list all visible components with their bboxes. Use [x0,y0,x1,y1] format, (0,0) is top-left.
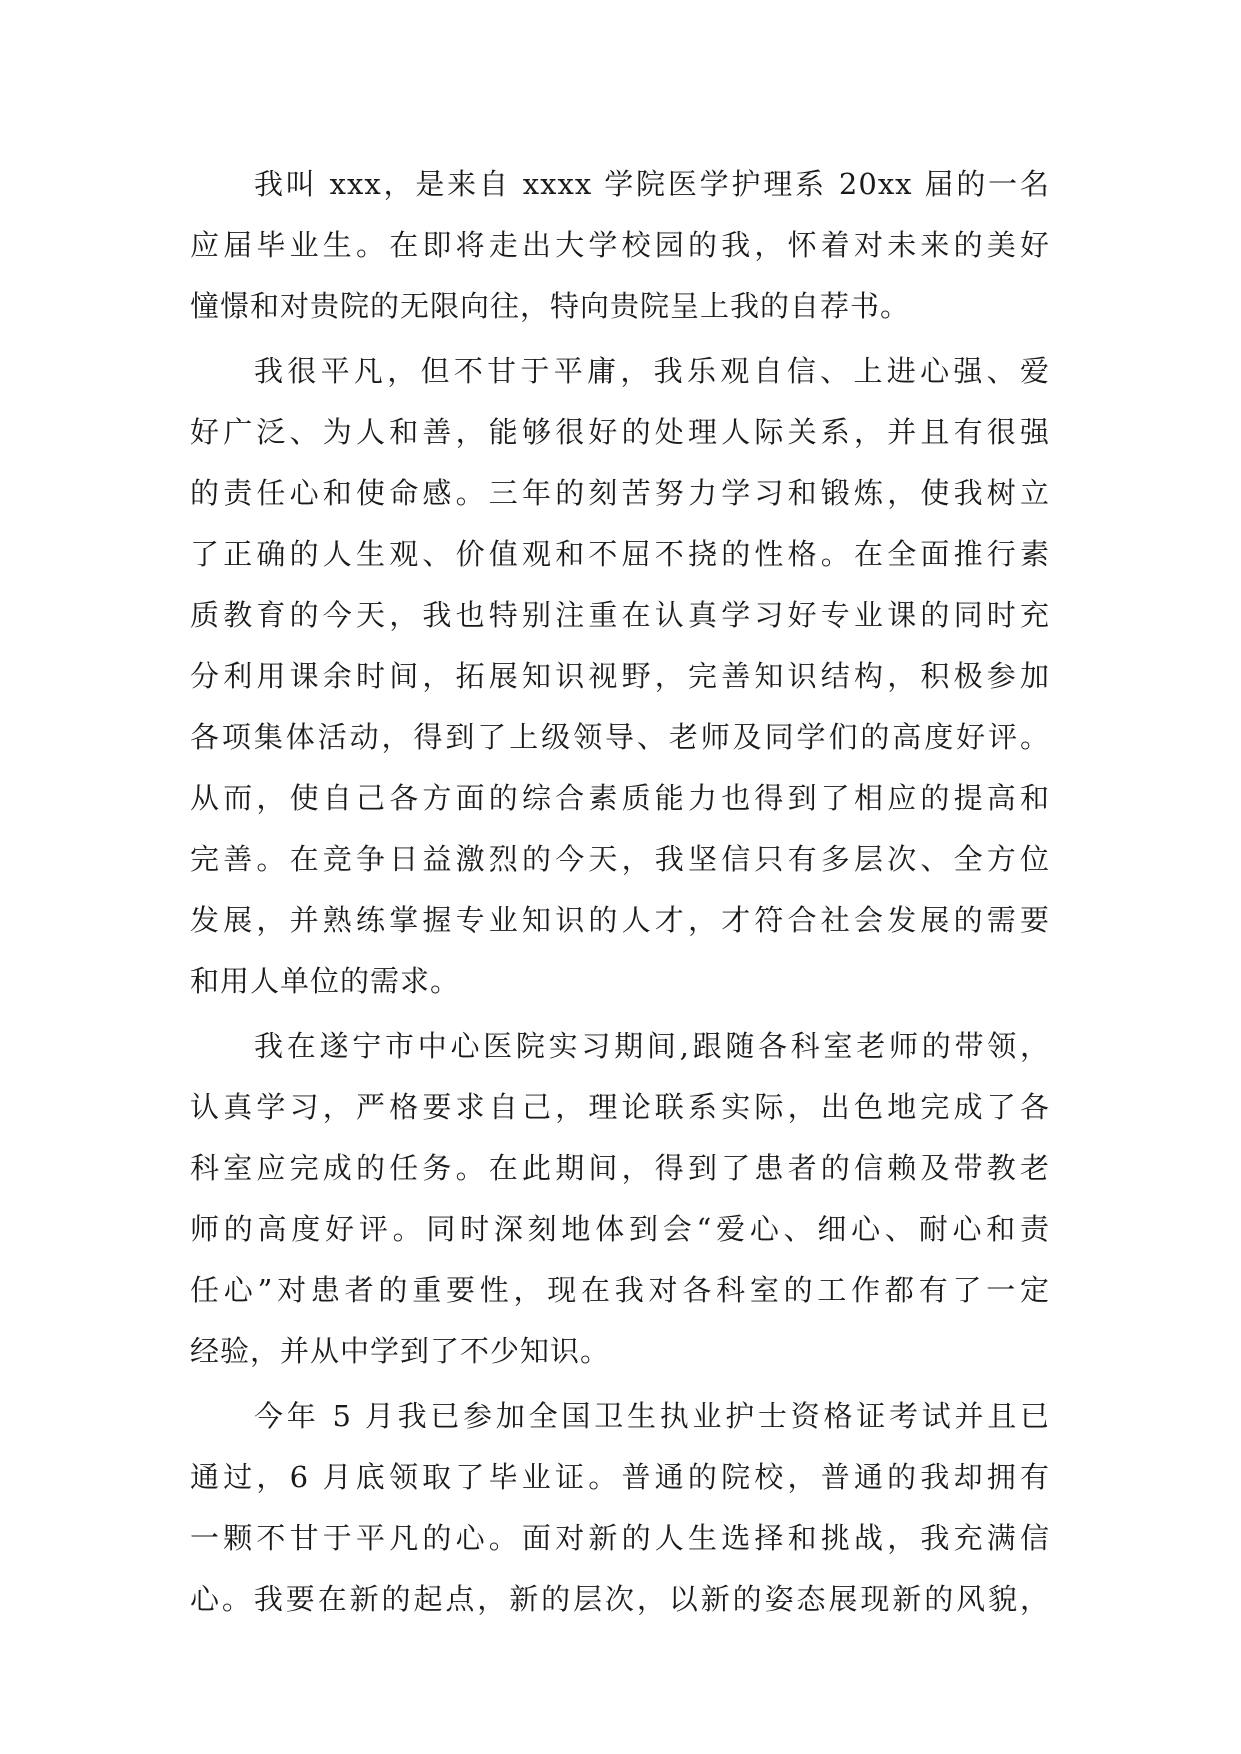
text-line: 一颗不甘于平凡的心。面对新的人生选择和挑战，我充满信 [190,1521,1050,1555]
text-line: 分利用课余时间，拓展知识视野，完善知识结构，积极参加 [190,659,1050,693]
text-line: 应届毕业生。在即将走出大学校园的我，怀着对未来的美好 [190,228,1050,262]
text-line: 通过，6 月底领取了毕业证。普通的院校，普通的我却拥有 [190,1460,1050,1494]
text-line: 了正确的人生观、价值观和不屈不挠的性格。在全面推行素 [190,537,1050,571]
text-line: 质教育的今天，我也特别注重在认真学习好专业课的同时充 [190,598,1050,632]
text-line: 我在遂宁市中心医院实习期间,跟随各科室老师的带领， [254,1029,1050,1063]
text-line: 经验，并从中学到了不少知识。 [190,1334,611,1368]
text-line: 我很平凡，但不甘于平庸，我乐观自信、上进心强、爱 [254,354,1050,388]
paragraph-internship [190,1016,1050,1382]
text-line: 任心”对患者的重要性，现在我对各科室的工作都有了一定 [190,1273,1050,1307]
text-line: 心。我要在新的起点，新的层次，以新的姿态展现新的风貌， [190,1582,1050,1616]
text-line: 今年 5 月我已参加全国卫生执业护士资格证考试并且已 [254,1399,1050,1433]
text-line: 好广泛、为人和善，能够很好的处理人际关系，并且有很强 [190,415,1050,449]
text-line: 发展，并熟练掌握专业知识的人才，才符合社会发展的需要 [190,903,1050,937]
text-line: 从而，使自己各方面的综合素质能力也得到了相应的提高和 [190,781,1050,815]
text-line: 憧憬和对贵院的无限向往，特向贵院呈上我的自荐书。 [190,289,911,323]
text-line: 认真学习，严格要求自己，理论联系实际，出色地完成了各 [190,1090,1050,1124]
text-line: 完善。在竞争日益激烈的今天，我坚信只有多层次、全方位 [190,842,1050,876]
paragraph-certification [190,1386,1050,1630]
text-line: 师的高度好评。同时深刻地体到会“爱心、细心、耐心和责 [190,1212,1050,1246]
text-line: 的责任心和使命感。三年的刻苦努力学习和锻炼，使我树立 [190,476,1050,510]
text-line: 我叫 xxx，是来自 xxxx 学院医学护理系 20xx 届的一名 [254,167,1050,201]
text-line: 各项集体活动，得到了上级领导、老师及同学们的高度好评。 [190,720,1050,754]
document-body [190,154,1050,1634]
text-line: 和用人单位的需求。 [190,964,461,998]
paragraph-self-introduction [190,154,1050,337]
text-line: 科室应完成的任务。在此期间，得到了患者的信赖及带教老 [190,1151,1050,1185]
paragraph-personality [190,341,1050,1012]
